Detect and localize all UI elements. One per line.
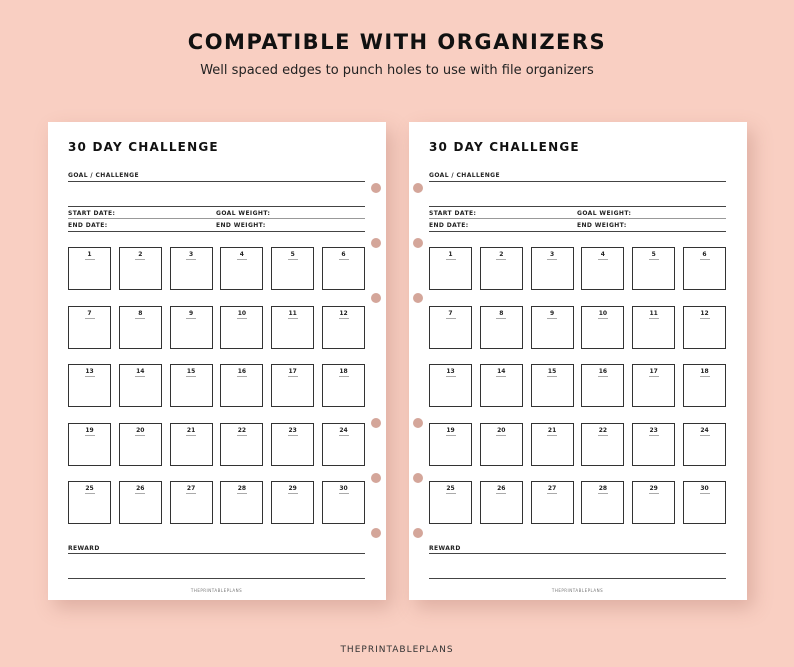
reward-label: REWARD [429, 545, 461, 552]
day-underline [547, 435, 557, 436]
day-box [322, 423, 365, 466]
punch-hole [371, 473, 381, 483]
day-underline [700, 318, 710, 319]
day-box [68, 247, 111, 290]
day-underline [85, 376, 95, 377]
day-underline [237, 435, 247, 436]
day-underline [700, 376, 710, 377]
day-number: 27 [186, 485, 196, 492]
day-underline [135, 435, 145, 436]
day-box [632, 306, 675, 349]
day-underline [339, 435, 349, 436]
day-box [271, 306, 314, 349]
day-underline [446, 435, 456, 436]
day-underline [496, 259, 506, 260]
planner-page-left [48, 122, 386, 600]
start-date-label: START DATE: [68, 210, 116, 217]
day-box [68, 306, 111, 349]
day-box [480, 364, 523, 407]
day-box [68, 364, 111, 407]
day-number: 14 [136, 368, 145, 375]
day-number: 3 [189, 251, 194, 258]
day-underline [186, 318, 196, 319]
day-underline [598, 318, 608, 319]
day-underline [85, 259, 95, 260]
day-underline [700, 435, 710, 436]
day-number: 20 [497, 426, 506, 434]
day-underline [237, 493, 247, 494]
day-number: 7 [87, 309, 92, 317]
day-underline [649, 493, 659, 494]
day-box [220, 364, 263, 407]
punch-hole [413, 183, 423, 193]
punch-hole [413, 238, 423, 248]
day-underline [339, 259, 349, 260]
day-underline [649, 318, 659, 319]
day-underline [598, 493, 608, 494]
day-box [531, 364, 574, 407]
day-number: 16 [598, 368, 608, 375]
day-underline [288, 493, 298, 494]
punch-hole [413, 293, 423, 303]
day-underline [547, 259, 557, 260]
goal-line-2 [68, 206, 365, 207]
day-underline [446, 493, 456, 494]
day-number: 24 [700, 426, 709, 434]
day-number: 16 [237, 368, 247, 375]
day-box [632, 481, 675, 524]
day-number: 15 [186, 368, 196, 375]
punch-hole [413, 418, 423, 428]
day-number: 17 [649, 368, 658, 375]
day-number: 29 [649, 485, 658, 492]
day-box [119, 247, 162, 290]
day-box [119, 306, 162, 349]
day-number: 8 [499, 309, 504, 317]
day-box [581, 247, 624, 290]
day-box [271, 364, 314, 407]
day-box [271, 423, 314, 466]
day-number: 13 [85, 368, 94, 375]
day-box [68, 481, 111, 524]
goal-label: GOAL / CHALLENGE [68, 172, 139, 179]
start-date-line [68, 218, 365, 219]
day-number: 11 [649, 309, 658, 317]
subheadline: Well spaced edges to punch holes to use with file organizers [200, 63, 594, 78]
day-box [322, 364, 365, 407]
day-underline [649, 376, 659, 377]
day-box [531, 481, 574, 524]
day-number: 1 [448, 251, 453, 258]
day-box [170, 247, 213, 290]
day-number: 9 [550, 309, 555, 317]
day-box [581, 364, 624, 407]
day-number: 24 [339, 426, 348, 434]
start-date-line [429, 218, 726, 219]
day-underline [700, 493, 710, 494]
reward-line-2 [429, 578, 726, 579]
day-number: 21 [186, 426, 196, 434]
day-grid [68, 247, 365, 527]
day-number: 1 [87, 251, 92, 258]
reward-label: REWARD [68, 545, 100, 552]
day-underline [135, 493, 145, 494]
day-number: 10 [237, 309, 247, 317]
day-box [480, 423, 523, 466]
end-weight-label: END WEIGHT: [216, 222, 266, 229]
punch-hole [371, 238, 381, 248]
day-box [581, 306, 624, 349]
day-box [480, 306, 523, 349]
day-underline [85, 493, 95, 494]
punch-hole [413, 473, 423, 483]
day-box [683, 306, 726, 349]
footer-brand: THEPRINTABLEPLANS [340, 645, 454, 655]
day-underline [85, 435, 95, 436]
day-number: 21 [547, 426, 557, 434]
day-underline [186, 259, 196, 260]
end-date-label: END DATE: [429, 222, 469, 229]
day-number: 28 [237, 485, 247, 492]
day-box [119, 481, 162, 524]
day-box [68, 423, 111, 466]
day-underline [547, 318, 557, 319]
end-weight-label: END WEIGHT: [577, 222, 627, 229]
day-underline [649, 435, 659, 436]
day-underline [496, 318, 506, 319]
day-box [119, 364, 162, 407]
goal-weight-label: GOAL WEIGHT: [577, 210, 632, 217]
headline: COMPATIBLE WITH ORGANIZERS [187, 30, 607, 54]
day-box [271, 481, 314, 524]
day-underline [598, 435, 608, 436]
day-box [322, 306, 365, 349]
planner-title: 30 DAY CHALLENGE [429, 140, 580, 154]
day-box [429, 364, 472, 407]
day-number: 4 [600, 251, 605, 258]
day-underline [85, 318, 95, 319]
day-number: 4 [239, 251, 244, 258]
day-underline [135, 318, 145, 319]
punch-hole [371, 418, 381, 428]
day-number: 26 [136, 485, 145, 492]
day-number: 28 [598, 485, 608, 492]
end-date-label: END DATE: [68, 222, 108, 229]
sheet-brand: THEPRINTABLEPLANS [190, 588, 243, 593]
day-underline [446, 259, 456, 260]
day-number: 23 [288, 426, 297, 434]
day-number: 7 [448, 309, 453, 317]
day-box [683, 423, 726, 466]
goal-label: GOAL / CHALLENGE [429, 172, 500, 179]
goal-line [68, 181, 365, 182]
reward-line [429, 553, 726, 554]
day-underline [288, 259, 298, 260]
day-box [632, 247, 675, 290]
day-box [170, 306, 213, 349]
goal-line-2 [429, 206, 726, 207]
end-date-line [68, 231, 365, 232]
day-box [322, 247, 365, 290]
reward-line-2 [68, 578, 365, 579]
day-number: 12 [339, 309, 348, 317]
day-number: 17 [288, 368, 297, 375]
day-number: 19 [85, 426, 94, 434]
day-number: 18 [339, 368, 348, 375]
day-underline [288, 376, 298, 377]
day-box [531, 423, 574, 466]
day-number: 20 [136, 426, 145, 434]
reward-line [68, 553, 365, 554]
day-number: 25 [85, 485, 94, 492]
day-number: 9 [189, 309, 194, 317]
day-box [480, 481, 523, 524]
day-box [429, 423, 472, 466]
day-box [683, 247, 726, 290]
punch-hole [413, 528, 423, 538]
day-box [429, 306, 472, 349]
day-number: 5 [290, 251, 295, 258]
end-date-line [429, 231, 726, 232]
day-box [220, 481, 263, 524]
day-box [531, 306, 574, 349]
day-box [531, 247, 574, 290]
day-box [170, 364, 213, 407]
day-underline [446, 376, 456, 377]
planner-page-right [409, 122, 747, 600]
day-number: 8 [138, 309, 143, 317]
day-number: 22 [598, 426, 608, 434]
day-number: 22 [237, 426, 247, 434]
day-box [220, 306, 263, 349]
day-box [119, 423, 162, 466]
planner-content [429, 122, 726, 600]
day-number: 30 [339, 485, 348, 492]
day-box [683, 364, 726, 407]
day-box [632, 364, 675, 407]
day-box [271, 247, 314, 290]
day-number: 13 [446, 368, 455, 375]
day-number: 5 [651, 251, 656, 258]
day-underline [186, 435, 196, 436]
day-underline [237, 376, 247, 377]
day-underline [339, 318, 349, 319]
day-underline [547, 493, 557, 494]
sheet-brand: THEPRINTABLEPLANS [551, 588, 604, 593]
day-number: 10 [598, 309, 608, 317]
day-underline [598, 259, 608, 260]
day-box [429, 481, 472, 524]
day-underline [135, 376, 145, 377]
day-number: 25 [446, 485, 455, 492]
goal-line [429, 181, 726, 182]
day-number: 23 [649, 426, 658, 434]
day-number: 18 [700, 368, 709, 375]
day-box [220, 423, 263, 466]
goal-weight-label: GOAL WEIGHT: [216, 210, 271, 217]
punch-hole [371, 183, 381, 193]
day-underline [288, 435, 298, 436]
day-underline [700, 259, 710, 260]
day-underline [288, 318, 298, 319]
planner-title: 30 DAY CHALLENGE [68, 140, 219, 154]
planner-content [68, 122, 365, 600]
day-number: 19 [446, 426, 455, 434]
day-box [581, 481, 624, 524]
day-number: 2 [138, 251, 143, 258]
day-number: 12 [700, 309, 709, 317]
day-underline [237, 318, 247, 319]
day-number: 14 [497, 368, 506, 375]
day-box [683, 481, 726, 524]
day-box [429, 247, 472, 290]
day-box [220, 247, 263, 290]
day-number: 6 [702, 251, 707, 258]
day-underline [496, 435, 506, 436]
day-number: 3 [550, 251, 555, 258]
punch-hole [371, 293, 381, 303]
day-underline [496, 493, 506, 494]
day-box [170, 481, 213, 524]
day-number: 6 [341, 251, 346, 258]
day-number: 26 [497, 485, 506, 492]
day-underline [496, 376, 506, 377]
day-underline [339, 376, 349, 377]
day-box [581, 423, 624, 466]
day-box [480, 247, 523, 290]
day-number: 15 [547, 368, 557, 375]
day-box [632, 423, 675, 466]
day-box [322, 481, 365, 524]
start-date-label: START DATE: [429, 210, 477, 217]
day-number: 2 [499, 251, 504, 258]
day-underline [237, 259, 247, 260]
day-grid [429, 247, 726, 527]
punch-hole [371, 528, 381, 538]
day-box [170, 423, 213, 466]
day-underline [186, 376, 196, 377]
day-number: 29 [288, 485, 297, 492]
day-underline [135, 259, 145, 260]
day-underline [186, 493, 196, 494]
day-number: 30 [700, 485, 709, 492]
day-number: 27 [547, 485, 557, 492]
day-underline [598, 376, 608, 377]
day-underline [339, 493, 349, 494]
day-underline [547, 376, 557, 377]
day-underline [649, 259, 659, 260]
day-number: 11 [288, 309, 297, 317]
day-underline [446, 318, 456, 319]
